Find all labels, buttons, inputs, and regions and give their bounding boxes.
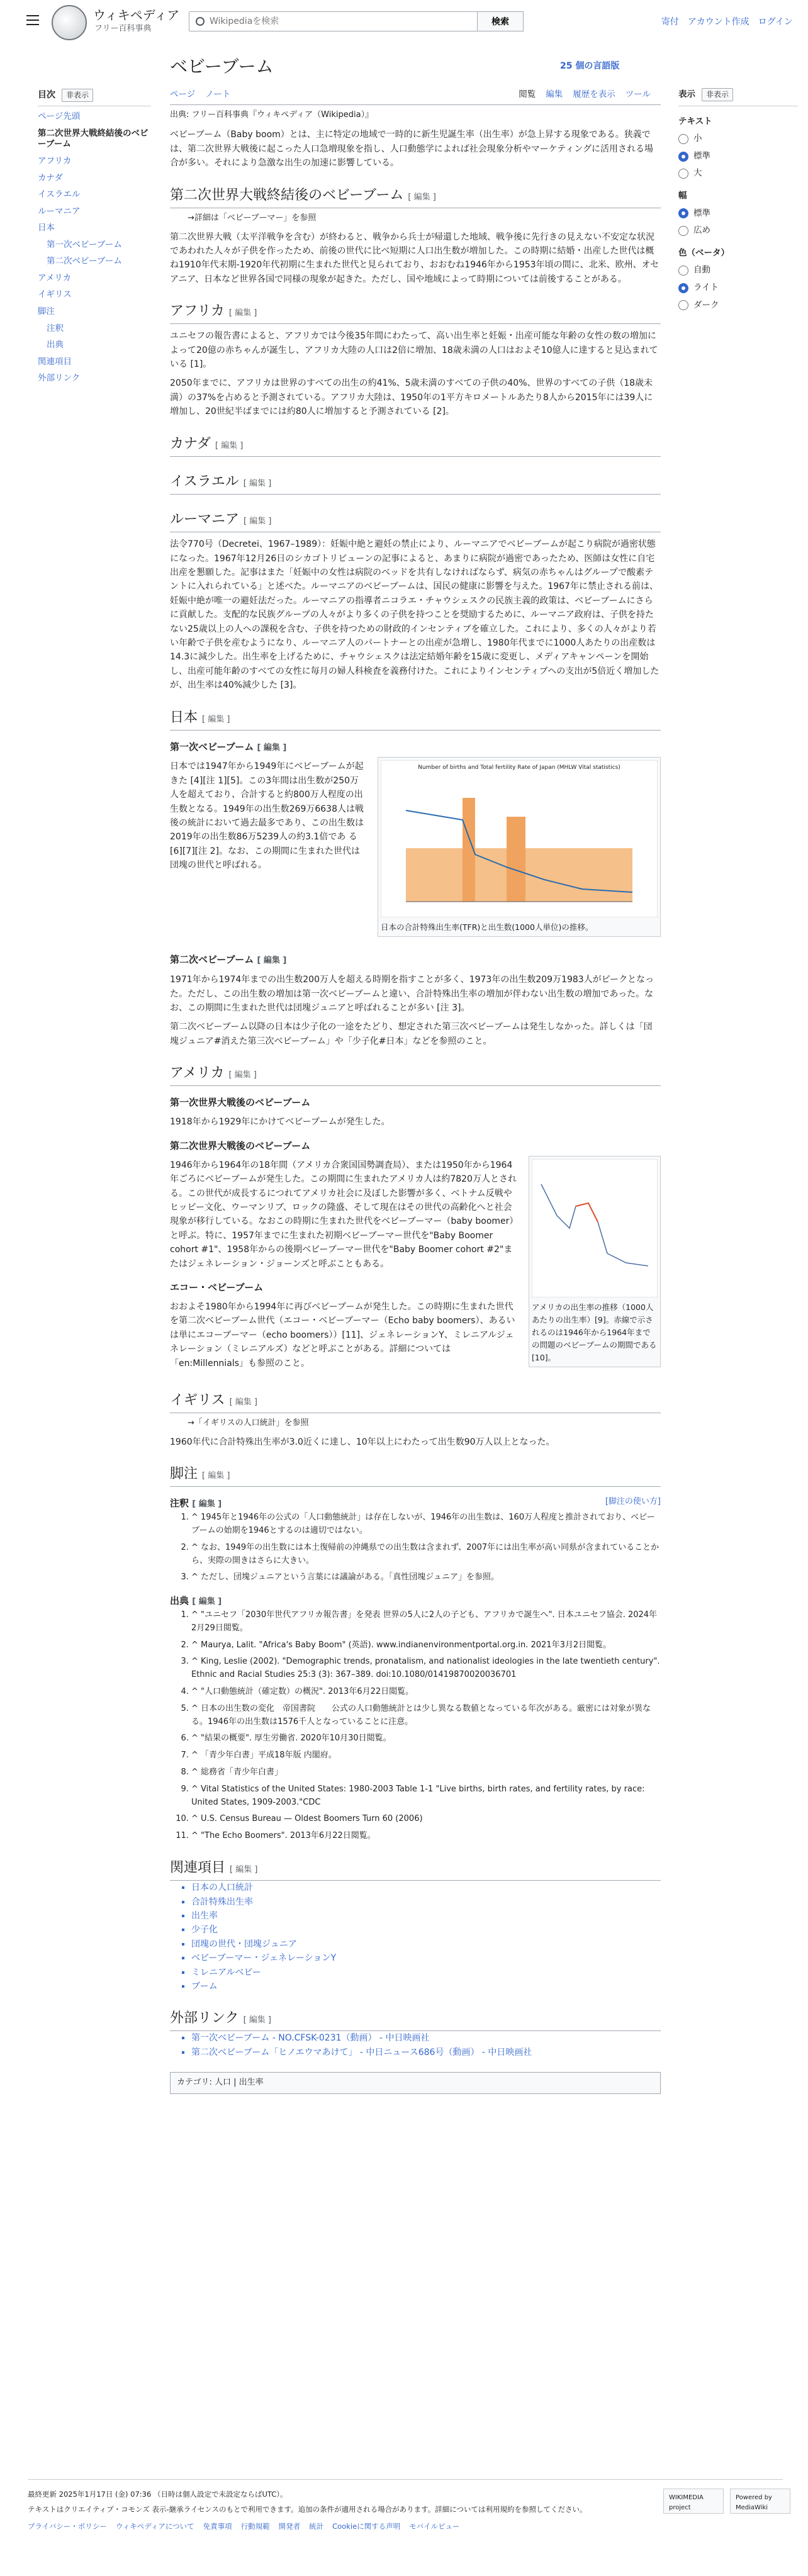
list-item: 9. ^ Vital Statistics of the United States: 1980-2003 Table 1-1 "Live births, birth rates, and fertility rates, by race: United States, 1909-2003."CDC: [191, 1783, 661, 1810]
table-of-contents: [38, 88, 151, 390]
heading-text: イギリス: [170, 1392, 225, 1408]
toc-item[interactable]: 日本: [38, 223, 55, 233]
subsection-heading: 第二次世界大戦後のベビーブーム: [170, 1140, 311, 1151]
site-name[interactable]: ウィキペディア: [93, 8, 180, 23]
subsection-heading: [170, 739, 661, 755]
wikimedia-badge[interactable]: WIKIMEDIA project: [663, 2489, 724, 2514]
paragraph: ユニセフの報告書によると、アフリカでは今後35年間にわたって、高い出生率と妊娠・出産可能な年齢の女性の数の増加によって20億の赤ちゃんが誕生し、アフリカ大陸の人口は2倍に増加、18歳未満の人口はおよそ10億人に達すると見込まれている [1]。: [170, 331, 658, 370]
footer-link[interactable]: ウィキペディアについて: [115, 2521, 194, 2531]
width-label: 幅: [678, 190, 687, 201]
heading-text: アフリカ: [170, 303, 225, 320]
edit-link[interactable]: [ 編集 ]: [243, 2015, 271, 2025]
edit-link[interactable]: [ 編集 ]: [257, 956, 287, 966]
toc-item[interactable]: 外部リンク: [38, 373, 81, 384]
search-button[interactable]: 検索: [477, 11, 524, 31]
header: [0, 0, 808, 44]
us-birthrate-chart-image[interactable]: [532, 1159, 658, 1297]
option-label: 標準: [693, 208, 710, 218]
list-item: 2. ^ Maurya, Lalit. "Africa's Baby Boom" (英語). www.indianenvironmentportal.org.in. 2021年3月2日閲覧。: [191, 1639, 661, 1652]
heading-text: 外部リンク: [170, 2010, 239, 2027]
tab-edit[interactable]: 編集: [546, 89, 563, 99]
section-heading: [170, 1389, 661, 1413]
heading-text: 注釈: [170, 1498, 189, 1509]
edit-link[interactable]: [ 編集 ]: [243, 478, 272, 488]
toc-item[interactable]: 脚注: [38, 306, 55, 316]
license-text: テキストはクリエイティブ・コモンズ 表示-継承ライセンスのもとで利用できます。追加の条件が適用される場合があります。詳細については利用規約を参照してください。: [28, 2505, 587, 2514]
tab-read[interactable]: 閲覧: [519, 89, 536, 99]
radio-icon: [678, 266, 688, 276]
edit-link[interactable]: [ 編集 ]: [202, 714, 230, 724]
paragraph: 1960年代に合計特殊出生率が3.0近くに達し、10年以上にわたって出生数90万人以上となった。: [170, 1436, 555, 1447]
subsection-heading: [170, 1496, 661, 1511]
site-subtitle: フリー百科事典: [94, 24, 152, 33]
create-account-link[interactable]: アカウント作成: [687, 17, 749, 27]
section-heading: [170, 508, 661, 532]
heading-text: 出典: [170, 1595, 189, 1607]
hatnote: →「イギリスの人口統計」を参照: [188, 1418, 309, 1428]
option-label: 標準: [693, 150, 710, 161]
radio-selected-icon: [678, 152, 688, 162]
footer-link[interactable]: プライバシー・ポリシー: [28, 2521, 107, 2531]
option-label: 広め: [693, 225, 710, 236]
toc-item[interactable]: 関連項目: [38, 356, 72, 367]
radio-icon: [678, 300, 688, 310]
section-heading: [170, 184, 661, 208]
heading-text: イスラエル: [170, 473, 239, 490]
from-line: 出典: フリー百科事典『ウィキペディア（Wikipedia）』: [170, 109, 374, 120]
list-item: 3. ^ ただし、団塊ジュニアという言葉には議論がある。「真性団塊ジュニア」を参照。: [191, 1571, 661, 1584]
section-heading: [170, 300, 661, 324]
heading-text: ルーマニア: [170, 512, 240, 528]
option-label: 大: [693, 168, 702, 179]
related-link[interactable]: ▪ 出生率: [191, 1909, 661, 1923]
heading-text: カナダ: [170, 435, 211, 452]
edit-link[interactable]: [ 編集 ]: [192, 1499, 222, 1509]
edit-link[interactable]: [ 編集 ]: [202, 1471, 230, 1481]
tab-page[interactable]: ページ: [170, 89, 196, 99]
footer-link[interactable]: 開発者: [278, 2521, 301, 2531]
edit-link[interactable]: [ 編集 ]: [230, 1864, 258, 1874]
list-item: 4. ^ "人口動態統計（確定数）の概況". 2013年6月22日閲覧。: [191, 1686, 661, 1699]
footer-link[interactable]: Cookieに関する声明: [332, 2521, 401, 2531]
section-heading: [170, 707, 661, 731]
heading-text: アメリカ: [170, 1065, 225, 1082]
subsection-heading: 第一次世界大戦後のベビーブーム: [170, 1097, 311, 1109]
color-auto[interactable]: [678, 264, 798, 277]
heading-text: 第二次世界大戦終結後のベビーブーム: [170, 187, 404, 203]
list-item: 6. ^ "結果の概要". 厚生労働省. 2020年10月30日閲覧。: [191, 1732, 661, 1745]
radio-icon: [678, 134, 688, 144]
option-label: ダーク: [693, 300, 719, 310]
subsection-heading: エコー・ベビーブーム: [170, 1281, 264, 1293]
heading-text: 第一次ベビーブーム: [170, 741, 254, 753]
text-size-small[interactable]: [678, 132, 798, 146]
search-icon: [196, 17, 205, 26]
login-link[interactable]: ログイン: [758, 17, 793, 27]
radio-selected-icon: [678, 283, 688, 293]
toc-item[interactable]: ルーマニア: [38, 206, 81, 216]
display-settings: [678, 88, 798, 316]
related-link[interactable]: ▪ 日本の人口統計: [191, 1881, 661, 1895]
edit-link[interactable]: [ 編集 ]: [408, 192, 436, 202]
mediawiki-badge[interactable]: Powered by MediaWiki: [730, 2489, 790, 2514]
toc-item[interactable]: アフリカ: [38, 156, 72, 167]
personal-links: [661, 15, 793, 29]
search-box[interactable]: [189, 11, 478, 31]
footnote-help-link[interactable]: [脚注の使い方]: [605, 1497, 661, 1507]
language-button[interactable]: 25 個の言語版: [560, 61, 620, 71]
section-heading: [170, 1463, 661, 1487]
wikipedia-logo[interactable]: [52, 5, 87, 40]
heading-text: 日本: [170, 709, 198, 725]
footer-link[interactable]: 免責事項: [203, 2521, 232, 2531]
option-label: ライト: [693, 282, 719, 293]
toc-hide-button[interactable]: 非表示: [62, 89, 93, 102]
external-link[interactable]: ▪ 第二次ベビーブーム「ヒノエウマあけて」 - 中日ニュース686号（動画） - 中日映画社: [191, 2046, 661, 2059]
toc-item[interactable]: カナダ: [38, 172, 63, 183]
color-light[interactable]: [678, 281, 798, 295]
radio-icon: [678, 226, 688, 236]
paragraph: おおよそ1980年から1994年に再びベビーブームが発生した。この時期に生まれた世代を第二次ベビーブーム世代（エコー・ベビーブーマー（Echo baby boomers）、あるいは単にエコーブーマー（echo boomers））[11]、ジェネレーションY、ミレニアルジェネレーション（ミレニアルズ）などと呼ぶことがある。詳細については「en:Millennials」も参照のこと。: [170, 1301, 515, 1369]
list-item: 8. ^ 総務省「青少年白書」: [191, 1766, 661, 1779]
width-wide[interactable]: [678, 224, 798, 238]
toc-item[interactable]: ページ先頭: [38, 111, 81, 122]
option-label: 自動: [693, 265, 710, 276]
color-label: 色（ベータ）: [678, 247, 729, 258]
menu-icon[interactable]: [26, 15, 39, 25]
display-title: 表示: [678, 89, 695, 99]
chart-title: Number of births and Total fertility Rate of Japan (MHLW Vital statistics): [418, 764, 620, 771]
figure-caption: アメリカの出生率の推移（1000人あたりの出生率）[9]。赤線で示されるのは1946年から1964年までの問題のベビーブームの期間である [10]。: [532, 1302, 657, 1362]
list-item: 10. ^ U.S. Census Bureau — Oldest Boomers Turn 60 (2006): [191, 1813, 661, 1826]
external-link[interactable]: ▪ 第一次ベビーブーム - NO.CFSK-0231（動画） - 中日映画社: [191, 2031, 661, 2045]
list-item: 1. ^ "ユニセフ「2030年世代アフリカ報告書」を発表 世界の5人に2人の子ども、アフリカで誕生へ". 日本ユニセフ協会. 2024年2月29日閲覧。: [191, 1609, 661, 1635]
related-link[interactable]: ▪ 団塊の世代・団塊ジュニア: [191, 1937, 661, 1951]
paragraph: 1918年から1929年にかけてベビーブームが発生した。: [170, 1117, 390, 1128]
edit-link[interactable]: [ 編集 ]: [244, 517, 272, 527]
radio-selected-icon: [678, 208, 688, 218]
toc-item[interactable]: イスラエル: [38, 189, 81, 200]
footer-link[interactable]: モバイルビュー: [409, 2521, 460, 2531]
figure-caption: 日本の合計特殊出生率(TFR)と出生数(1000人単位)の推移。: [381, 922, 593, 932]
toc-title: 目次: [38, 90, 55, 100]
related-link[interactable]: ▪ ミレニアルベビー: [191, 1966, 661, 1980]
color-dark[interactable]: [678, 299, 798, 313]
toc-item[interactable]: イギリス: [38, 289, 72, 300]
donate-link[interactable]: 寄付: [661, 17, 679, 27]
radio-icon: [678, 169, 688, 179]
footer-link[interactable]: 統計: [309, 2521, 324, 2531]
list-item: 1. ^ 1945年と1946年の公式の「人口動態統計」は存在しないが、1946年の出生数は、160万人程度と推計されており、ベビーブームの始期を1946とするのは適切ではない。: [191, 1511, 661, 1538]
search-input[interactable]: [210, 14, 461, 28]
toc-item[interactable]: 注釈: [47, 323, 64, 333]
hatnote: →詳細は「ベビーブーマー」を参照: [188, 213, 317, 223]
last-updated: 最終更新 2025年1月17日 (金) 07:36 （日時は個人設定で未設定ならばUTC）。: [28, 2490, 288, 2499]
heading-text: 関連項目: [170, 1859, 226, 1876]
tab-tools[interactable]: ツール: [625, 89, 651, 99]
footer-link[interactable]: 行動規範: [240, 2521, 270, 2531]
section-heading: [170, 1062, 661, 1086]
japan-births-chart-image[interactable]: [381, 760, 658, 917]
paragraph: 法令770号（Decretei、1967–1989）：妊娠中絶と避妊の禁止により、ルーマニアでベビーブームが起こり病院が過密状態になった。1967年12月26日のシカゴトリビューンの記事によると、あまりに病院が過密であったため、医師は女性に自宅出産を懇願した。記事はまた「妊娠中の女性は病院のベッドを共有しなければならず、病気の赤ちゃんはグループで酸素テントに入れられている」と述べた。ルーマニアのベビーブームは、国民の健康に影響を与えた。1967年に禁止される前は、妊娠中絶が唯一の避妊法だった。ルーマニアの指導者ニコラエ・チャウシェスクの民族主義的政策は、ベビーブームにさらに貢献した。支配的な民族グループの人々がより多くの子供を持つことを奨励するために、ルーマニア政府は、子供を持たない25歳以上の人への課税を含む、子供を持つための財政的インセンティブを確立した。これにより、多くの人々がより若い年齢で子供を産むようになり、ルーマニア人のパートナーとの出産が急増し、1980年代までに1000人あたりの出産数は14.3に減少した。出生率を上げるために、チャウシェスクは法定結婚年齢を15歳に変更し、メディアキャンペーンを開始し、出産可能年齢のすべての女性に毎月の婦人科検査を義務付けた。これによりインセンティブへの支出が5倍近く増加したが、出生率は40%減少した [3]。: [170, 539, 659, 691]
article: [170, 54, 661, 2094]
paragraph: 第二次ベビーブーム以降の日本は少子化の一途をたどり、想定された第三次ベビーブームは発生しなかった。詳しくは「団塊ジュニア#消えた第三次ベビーブーム」や「少子化#日本」などを参照のこと。: [170, 1022, 653, 1046]
tab-history[interactable]: 履歴を表示: [573, 89, 615, 99]
external-links-list: [170, 2031, 661, 2059]
list-item: 2. ^ なお、1949年の出生数には本土復帰前の沖縄県での出生数は含まれず、2007年には出生率が高い同県が含まれていることから、実際の開きはさらに大きい。: [191, 1542, 661, 1568]
toc-item[interactable]: 第一次ベビーブーム: [47, 239, 122, 250]
toc-item[interactable]: 第二次ベビーブーム: [47, 256, 122, 267]
option-label: 小: [693, 133, 702, 144]
edit-link[interactable]: [ 編集 ]: [257, 742, 287, 753]
subsection-heading: [170, 952, 661, 968]
section-heading: [170, 471, 661, 495]
category-box[interactable]: カテゴリ: 人口 | 出生率: [170, 2072, 661, 2094]
heading-text: 第二次ベビーブーム: [170, 954, 254, 966]
footer: [28, 2479, 783, 2532]
section-heading: [170, 1857, 661, 1881]
paragraph: 1971年から1974年までの出生数200万人を超える時期を指すことが多く、1973年の出生数209万1983人がピークとなった。ただし、この出生数の増加は第一次ベビーブームと違い、合計特殊出生率の増加が伴わない出生数の増加であった。なお、この期間に生まれた世代は団塊ジュニアと呼ばれることが多い [注 3]。: [170, 975, 654, 1014]
edit-link[interactable]: [ 編集 ]: [192, 1597, 222, 1607]
page-tabs: [170, 88, 661, 105]
display-hide-button[interactable]: 非表示: [702, 88, 733, 101]
figure-us-birthrate: [529, 1156, 661, 1367]
edit-link[interactable]: [ 編集 ]: [215, 440, 244, 451]
heading-text: 脚注: [170, 1466, 198, 1482]
edit-link[interactable]: [ 編集 ]: [228, 308, 257, 318]
width-standard[interactable]: [678, 207, 798, 221]
toc-item[interactable]: 第二次世界大戦終結後のベビーブーム: [38, 128, 149, 150]
edit-link[interactable]: [ 編集 ]: [229, 1397, 257, 1407]
paragraph: 1946年から1964年の18年間（アメリカ合衆国国勢調査局）、または1950年から1964年ごろにベビーブームが発生した。この期間に生まれたアメリカ人は約7820万人とされる。この世代が成長するにつれてアメリカ社会に及ぼした影響が多く、ベトナム反戦やヒッピー文化、ウーマンリブ、ロックの隆盛、そして現在はその世代の高齢化へと社会現象が移行している。なおこの時期に生まれた世代をベビーブーマー（baby boomer）と呼ぶ。特に、1957年までに生まれた初期ベビーブーマー世代を"Baby Boomer cohort #1"、1958年からの後期ベビーブーマー世代を"Baby Boomer cohort #2"またはジェネレーション・ジョーンズと呼ぶこともある。: [170, 1160, 519, 1269]
intro-paragraph: ベビーブーム（Baby boom）とは、主に特定の地域で一時的に新生児誕生率（出生率）が急上昇する現象である。狭義では、第二次世界大戦後に起こった人口急増現象を指し、人口動態学によれば社会現象分析やマーケティングに活用される場合が多い。それにより急激な出生の加速に影響している。: [170, 130, 654, 169]
list-item: 7. ^ 「青少年白書」平成18年版 内閣府。: [191, 1749, 661, 1762]
related-link[interactable]: ▪ ベビーブーマー・ジェネレーションY: [191, 1951, 661, 1965]
subsection-heading: [170, 1593, 661, 1609]
notes-list: [170, 1511, 661, 1584]
text-size-standard[interactable]: [678, 150, 798, 164]
references-list: [170, 1609, 661, 1843]
list-item: 3. ^ King, Leslie (2002). "Demographic trends, pronatalism, and nationalist ideologies in the late twentieth century". Ethnic and Racial Studies 25:3 (3): 367–389. doi:10.1080/01419870020036701: [191, 1655, 661, 1682]
section-heading: [170, 433, 661, 457]
paragraph: 第二次世界大戦（太平洋戦争を含む）が終わると、戦争から兵士が帰還した地域、戦争後に先行きの見えない不安定な状況であわれた人々が子供を作ったため、前後の世代に比べ短期に人口出生数が増加した。この時期に結婚・出産した世代は概ね1910年代末期-1920年代初期に生まれた世代と見られており、おおむね1946年から1953年頃の間に、北米、欧州、オセアニア、日本など世界各国で同様の現象が起きた。ただし、国や地域によって時期については前後することがある。: [170, 232, 659, 284]
paragraph: 日本では1947年から1949年にベビーブームが起きた [4][注 1][5]。この3年間は出生数が250万人を超えており、合計すると約800万人程度の出生数となる。1949年の出生数269万6638人は戦後の統計において過去最多であり、この出生数は2019年の出生数86万5239人の約3.1倍であ る [6][7][注 2]。なお、この期間に生まれた世代は団塊の世代と呼ばれる。: [170, 761, 364, 871]
tab-talk[interactable]: ノート: [205, 89, 231, 99]
paragraph: 2050年までに、アフリカは世界のすべての出生の約41%、5歳未満のすべての子供の40%、世界のすべての子供（18歳未満）の37%を占めると予測されている。アフリカ大陸は、1950年の1平方キロメートルあたり8人から2015年には39人に増加し、20世紀半ばまでには約80人に増加すると予測されている [2]。: [170, 378, 653, 417]
toc-item[interactable]: アメリカ: [38, 272, 72, 283]
section-heading: [170, 2007, 661, 2031]
edit-link[interactable]: [ 編集 ]: [228, 1070, 257, 1080]
related-link[interactable]: ▪ 合計特殊出生率: [191, 1895, 661, 1909]
toc-item[interactable]: 出典: [47, 340, 64, 350]
related-link[interactable]: ▪ ブーム: [191, 1980, 661, 1993]
related-list: [170, 1881, 661, 1993]
related-link[interactable]: ▪ 少子化: [191, 1923, 661, 1937]
list-item: 5. ^ 日本の出生数の変化 帝国書院 公式の人口動態統計とは少し異なる数値となっている年次がある。厳密には対象が異なる。1946年の出生数は1576千人となっていることに注意。: [191, 1703, 661, 1729]
page-title: ベビーブーム: [170, 56, 274, 77]
text-size-label: テキスト: [678, 116, 712, 126]
text-size-large[interactable]: [678, 167, 798, 181]
figure-japan-births: [378, 757, 661, 937]
list-item: 11. ^ "The Echo Boomers". 2013年6月22日閲覧。: [191, 1830, 661, 1843]
